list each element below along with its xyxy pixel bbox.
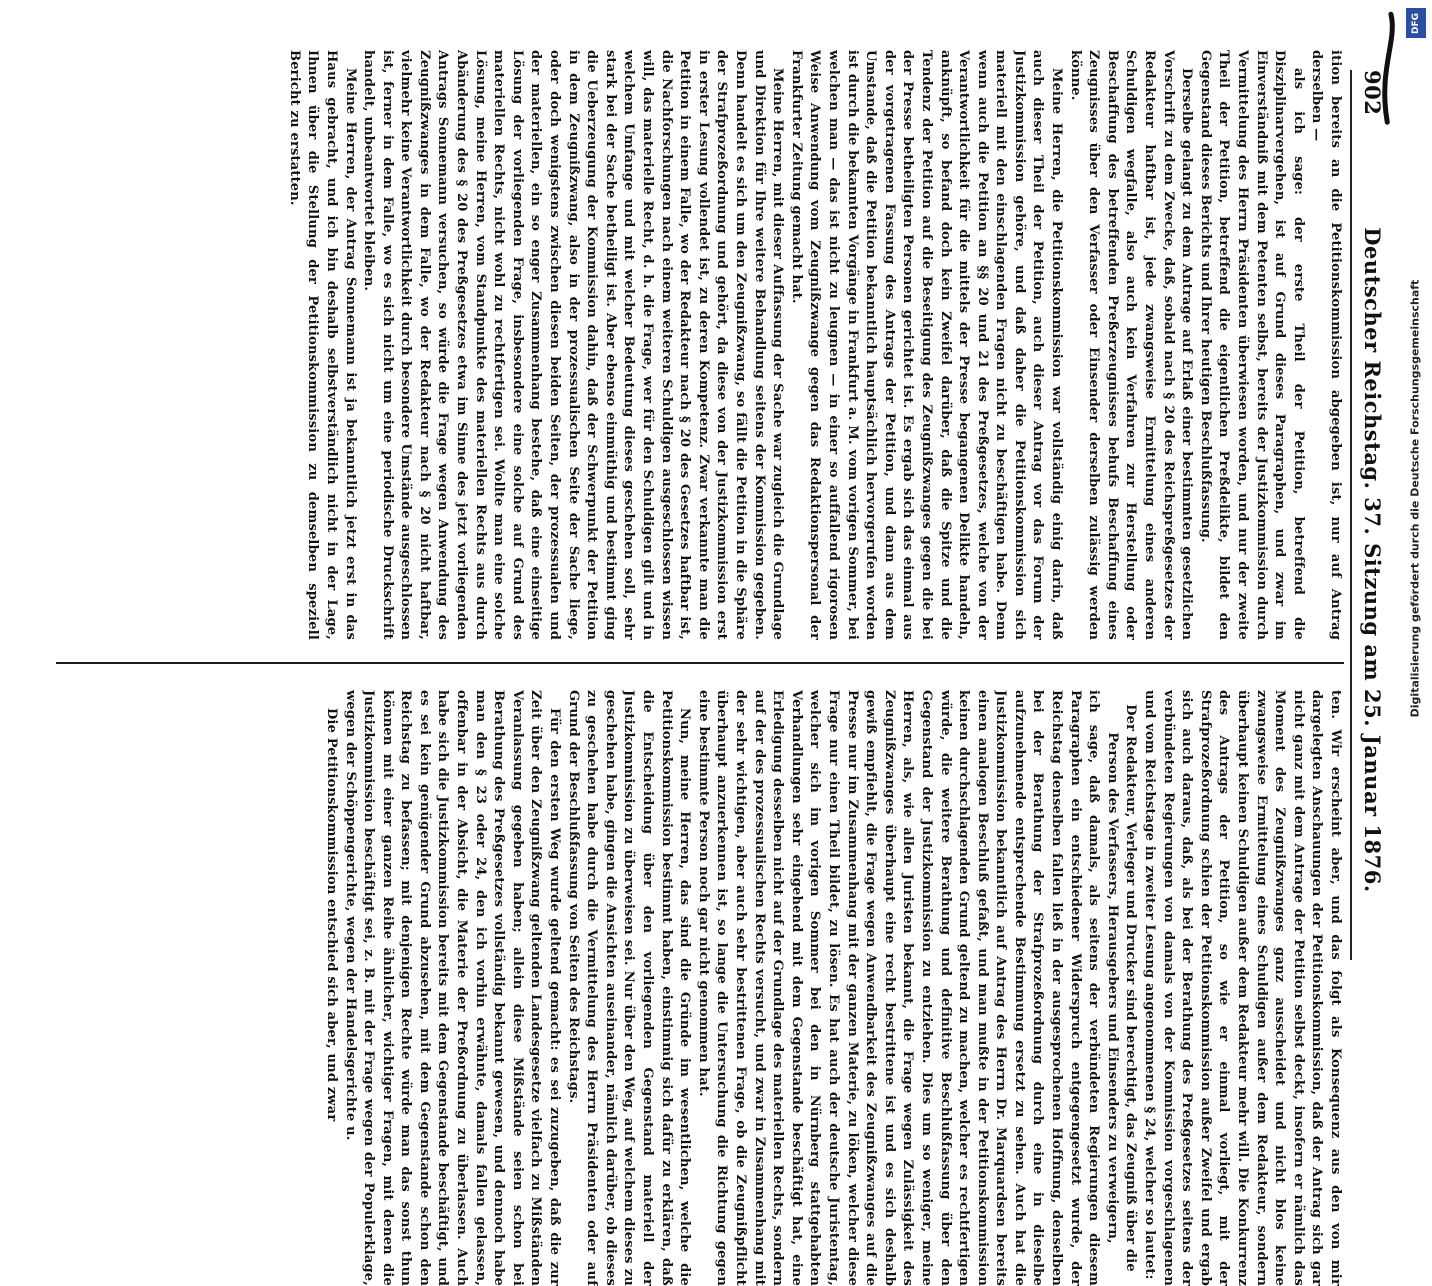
quoted-paragraph: Der Redakteur, Verleger und Drucker sind berechtigt, das Zeugniß über die Person des Verfassers, Herausgebers und Einsenders zu verweigern, [1104,704,1139,1272]
paragraph: ten. Wir erscheint aber, und das folgt als Konsequenz aus den von mir dargelegten Anschauungen der Petitionskommission, daß der Antrag sich gar nicht ganz mit dem Antrage der Petition selbst deckt, insofern er nämlich das Moment des Zeugnißzwanges ganz ausscheidet und nicht blos keine zwangsweise Ermittelung eines Schuldigen außer dem Redakteur, sondern überhaupt keinen Schuldigen außer dem Redakteur mehr will. Die Konkurrenz des Antrags der Petition, so wie er einmal vorliegt, mit der Strafprozeßordnung schien der Petitionskommission außer Zweifel und ergab sich auch daraus, daß, als bei der Berathung des Preßgesetzes seitens der verbündeten Regierungen von damals von der Kommission vorgeschlagenen und vom Reichstage in zweiter Lesung angenommenen § 24, welcher so lautet: [1142,690,1343,1286]
dfg-logo: DFG [1406,8,1426,38]
page-number: 902 [1360,70,1386,116]
right-column [56,690,1344,1286]
page-title: Deutscher Reichstag. 37. Sitzung am 25. Januar 1876. [1360,227,1386,893]
paragraph: Die Petitionskommission entschied sich aber, und zwar [323,708,339,1122]
paragraph: ition bereits an die Petitionskommission abgegeben ist, nur auf Antrag derselben — [1309,50,1343,640]
page-header [1356,70,1390,960]
paragraph: Für den ersten Weg wurde geltend gemacht: es sei zuzugeben, daß die zur Zeit über den Zeugnißzwang geltenden Landesgesetze vielfach zu Mißständen Veranlassung gegeben haben; allein diese Mißstände seien schon bei Berathung des Preßgesetzes vollständig bekannt gewesen, und dennoch habe man den § 23 oder 24, den ich vorhin erwähnte, damals fallen gelassen, offenbar in der Absicht, die Materie der Preßordnung zu überlassen. Auch habe sich die Justizkommission bereits mit dem Gegenstande beschäftigt, und es sei kein genügender Grund abzusehen, mit dem Gegenstande schon den Reichstag zu befassen; mit denjenigen Rechte würde man das sonst thun können mit einer ganzen Reihe ähnlicher, wichtiger Fragen, mit denen die Justizkommission beschäftigt sei, z. B. mit der Frage wegen der Populerklage, wegen der Schöppengerichte, wegen der Handelsgerichte u. [342,690,563,1286]
paragraph: als ich sage: der erste Theil der Petition, betreffend die Disziplinarvergehen, ist auf Grund dieses Paragraphen, und zwar im Einverständniß mit dem Petenten selbst, bereits der Justizkommission durch Vermittelung des Herrn Präsidenten überwiesen worden, und nur der zweite Theil der Petition, betreffend die eigentlichen Preßdelikte, bildet den Gegenstand dieses Berichts und Ihrer heutigen Beschlußfassung. [1197,50,1306,640]
paragraph: ich sage, daß damals, als seitens der verbündeten Regierungen diesem Paragraphen ein entschiedener Widerspruch entgegengesetzt wurde, der Reichstag denselben fallen ließ in der ausgesprochenen Hoffnung, denselben bei der Berathung der Strafprozeßordnung durch eine in dieselbe aufzunehmende entsprechende Bestimmung ersetzt zu sehen. Auch hat die Justizkommission bekanntlich auf Antrag des Herrn Dr. Marquardsen bereits einen analogen Beschluß gefaßt, und man mußte in der Petitionskommission keinen durchschlagenden Grund geltend zu machen, welcher es rechtfertigen würde, die weitere Berathung und definitive Beschlußfassung über den Gegenstand der Justizkommission zu entziehen. Dies um so weniger, meine Herren, als, wie allen Juristen bekannt, die Frage wegen Zulässigkeit des Zeugnißzwanges überhaupt eine recht bestrittene ist und es sich deshalb gewiß empfiehlt, die Frage wegen Anwendbarkeit des Zeugnißzwanges auf die Presse nur im Zusammenhang mit der ganzen Materie, zu löken, welcher diese Frage nur einen Theil bildet, zu lösen. Es hat auch der deutsche Juristentag, welcher sich im vorigen Sommer bei den in Nürnberg stattgehabten Verhandlungen sehr eingehend mit dem Gegenstande beschäftigt hat, eine Erledigung desselben nicht auf der Grundlage des materiellen Rechts, sondern auf der des prozessualischen Rechts versucht, und zwar in Zusammenhang mit der sehr wichtigen, aber auch sehr bestrittenen Frage, ob die Zeugnißpflicht überhaupt anzuerkennen ist, so lange die Untersuchung die Richtung gegen eine bestimmte Person noch gar nicht genommen hat. [695,690,1102,1286]
paragraph: Meine Herren, mit dieser Auffassung der Sache war zugleich die Grundlage und Direktion für Ihre weitere Behandlung seitens der Kommission gegeben. Denn handelt es sich um den Zeugnißzwang, so fällt die Petition in die Sphäre der Strafprozeßordnung und gehört, da diese von der Justizkommission erst in erster Lesung vollendet ist, zu deren Kompetenz. Zwar verkannte man die Petition in einem Falle, wo der Redakteur nach § 20 des Gesetzes haftbar ist, die Nachforschungen nach einem weiteren Schuldigen ausgeschlossen wissen will, das materielle Recht, d. h. die Frage, wer für den Schuldigen gilt und in welchem Umfange und mit welcher Bedeutung dieses geschehen soll, sehr stark bei der Sache betheiligt ist. Aber ebenso einmüthig und bestimmt ging die Ueberzeugung der Kommission dahin, daß der Schwerpunkt der Petition in dem Zeugnißzwang, also in der prozessualischen Seite der Sache liege, oder doch wenigstens zwischen diesen beiden Seiten, der prozessualen und der materiellen, ein so enger Zusammenhang bestehe, daß eine einseitige Lösung der vorliegenden Frage, insbesondere eine solche auf Grund des materiellen Rechts, nicht wohl zu rechtfertigen sei. Wollte man eine solche Lösung, meine Herren, vom Standpunkte des materiellen Rechts aus durch Abänderung des § 20 des Preßgesetzes etwa im Sinne des jetzt vorliegenden Antrags Sonnemann versuchen, so würde die Frage wegen Anwendung des Zeugnißzwanges in dem Falle, wo der Redakteur nach § 20 nicht haftbar, vielmehr keine Verantwortlichkeit durch besondere Umstände ausgeschlossen ist, ferner in dem Falle, wo es sich nicht um eine periodische Druckschrift handelt, unbeantwortet bleiben. [361,50,786,640]
paragraph: Nun, meine Herren, das sind die Gründe im wesentlichen, welche die Petitionskommission bestimmt haben, einstimmig sich dafür zu erklären, daß die Entscheidung über den vorliegenden Gegenstand materiell der Justizkommission zu überweisen sei. Nur über den Weg, auf welchem dieses zu geschehen habe, gingen die Ansichten auseinander, nämlich darüber, ob dieses zu geschehen habe durch die Vermittelung des Herrn Präsidenten oder auf Grund der Beschlußfassung von Seiten des Reichstags. [565,690,693,1286]
header-rule [1350,70,1352,960]
paragraph: Meine Herren, der Antrag Sonnemann ist ja bekanntlich jetzt erst in das Haus gebracht, und ich bin deshalb selbstverständlich nicht in der Lage, Ihnen über die Stellung der Petitionskommission zu demselben speziell Bericht zu erstatten. [286,50,358,640]
paragraph: Derselbe gelangt zu dem Antrage auf Erlaß einer bestimmten gesetzlichen Vorschrift zu dem Zwecke, daß, sobald nach § 20 des Reichspreßgesetzes der Redakteur haftbar ist, jede zwangsweise Ermittelung eines anderen Schuldigen wegfalle, also auch kein Verfahren zur Herstellung oder Beschaffung des betreffenden Preßerzeugnisses behufs Beschaffung eines Zeugnisses über den Verfasser oder Einsender derselben zulässig werden könne. [1067,50,1195,640]
digitization-credit-strip [1398,0,1432,1000]
digitization-credit: Digitalisierung gefördert durch die Deutsche Forschungsgemeinschaft [1408,279,1422,718]
rotated-newspaper-page [36,10,1396,1286]
paragraph: Meine Herren, die Petitionskommission war vollständig einig darin, daß auch dieser Theil der Petition, auch dieser Antrag vor das Forum der Justizkommission gehöre, und daß daher die Petitionskommission sich materiell mit den einschlagenden Fragen nicht zu beschäftigen habe. Denn wenn auch die Petition an §§ 20 und 21 des Preßgesetzes, welche von der Verantwortlichkeit für die mittels der Presse begangenen Delikte handeln, anknüpft, so befand doch kein Zweifel darüber, daß die Spitze und die Tendenz der Petition auf die Beseitigung des Zeugnißzwanges gegen die bei der Presse betheiligten Personen gerichtet ist. Es ergab sich das einmal aus der vorgetragenen Fassung des Antrags der Petition, und dann aus dem Umstande, daß die Petition bekanntlich hauptsächlich hervorgerufen worden ist durch die bekannten Vorgänge in Frankfurt a. M. vom vorigen Sommer, bei welchen man — das ist nicht zu leugnen — in einer so auffallend rigorosen Weise Anwendung vom Zeugnißzwange gegen das Redaktionspersonal der Frankfurter Zeitung gemacht hat. [788,50,1065,640]
column-divider [56,662,1344,664]
left-column [56,50,1344,640]
